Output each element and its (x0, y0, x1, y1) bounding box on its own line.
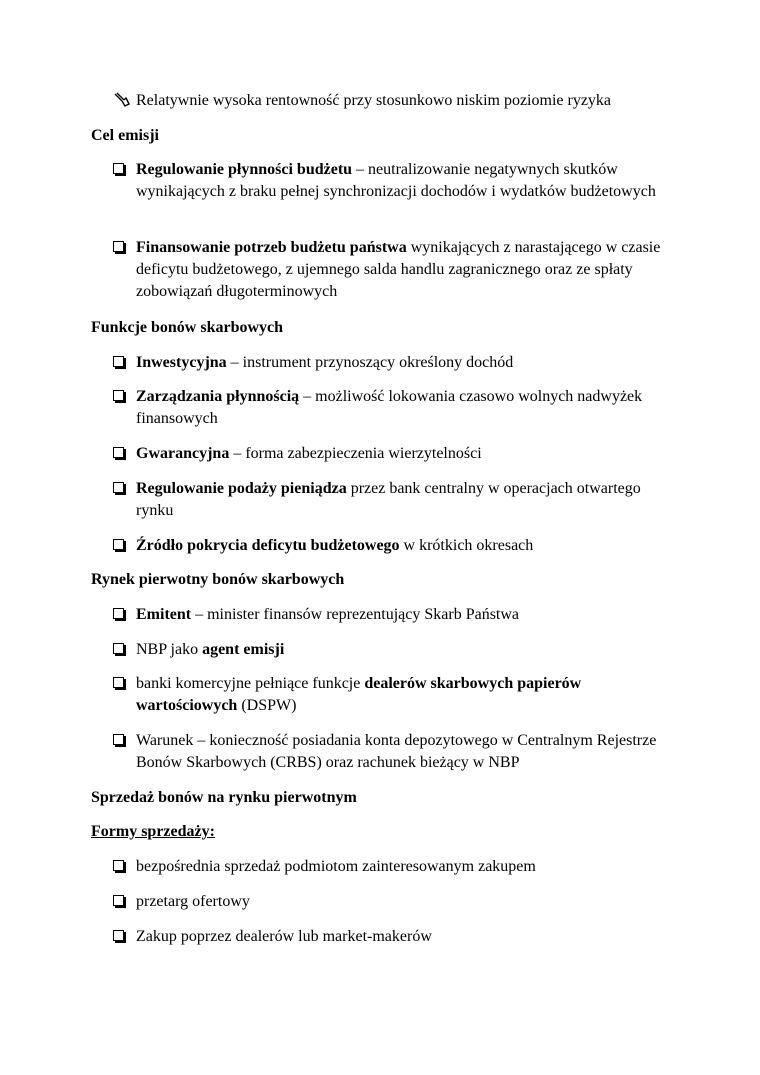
checkbox-bullet-icon (113, 390, 124, 401)
list-item-text: Inwestycyjna – instrument przynoszący określony dochód (136, 354, 514, 371)
section-heading-funkcje: Funkcje bonów skarbowych (91, 319, 284, 336)
list-item-text: Warunek – konieczność posiadania konta depozytowego w Centralnym Rejestrze Bonów Skarbowych (CRBS) oraz rachunek bieżący w NBP (136, 732, 657, 771)
checkbox-bullet-icon (113, 356, 124, 367)
checkbox-bullet-icon (113, 895, 124, 906)
checkbox-bullet-icon (113, 930, 124, 941)
list-item-text: Finansowanie potrzeb budżetu państwa wynikających z narastającego w czasie deficytu budżetowego, z ujemnego salda handlu zagranicznego oraz ze spłaty zobowiązań długoterminowych (136, 239, 661, 300)
intro-bullet-text: Relatywnie wysoka rentowność przy stosunkowo niskim poziomie ryzyka (136, 92, 612, 109)
list-item-text: Gwarancyjna – forma zabezpieczenia wierzytelności (136, 445, 482, 462)
checkbox-bullet-icon (113, 163, 124, 174)
checkbox-bullet-icon (113, 860, 124, 871)
checkbox-bullet-icon (113, 447, 124, 458)
list-item-text: banki komercyjne pełniące funkcje dealerów skarbowych papierów wartościowych (DSPW) (136, 675, 582, 714)
list-item-text: Zarządzania płynnością – możliwość lokowania czasowo wolnych nadwyżek finansowych (136, 388, 643, 427)
checkbox-bullet-icon (113, 241, 124, 252)
checkbox-bullet-icon (113, 539, 124, 550)
list-item-text: przetarg ofertowy (136, 893, 250, 910)
checkbox-bullet-icon (113, 482, 124, 493)
checkbox-bullet-icon (113, 734, 124, 745)
list-item-text: Regulowanie podaży pieniądza przez bank centralny w operacjach otwartego rynku (136, 480, 641, 519)
section-heading-sprzedaz: Sprzedaż bonów na rynku pierwotnym (91, 789, 357, 806)
section-heading-formy-sprzedazy: Formy sprzedaży: (91, 823, 215, 840)
section-heading-cel-emisji: Cel emisji (91, 127, 159, 144)
checkbox-bullet-icon (113, 677, 124, 688)
checkbox-bullet-icon (113, 608, 124, 619)
list-item-text: Regulowanie płynności budżetu – neutralizowanie negatywnych skutków wynikających z braku pełnej synchronizacji dochodów i wydatków budżetowych (136, 161, 656, 200)
list-item-text: Źródło pokrycia deficytu budżetowego w krótkich okresach (136, 537, 534, 554)
list-item-text: Emitent – minister finansów reprezentujący Skarb Państwa (136, 606, 520, 623)
list-item-text: Zakup poprzez dealerów lub market-makerów (136, 928, 432, 945)
checkbox-bullet-icon (113, 643, 124, 654)
hand-pointing-icon (113, 91, 131, 109)
section-heading-rynek-pierwotny: Rynek pierwotny bonów skarbowych (91, 571, 345, 588)
list-item-text: bezpośrednia sprzedaż podmiotom zainteresowanym zakupem (136, 858, 536, 875)
list-item-text: NBP jako agent emisji (136, 641, 285, 658)
